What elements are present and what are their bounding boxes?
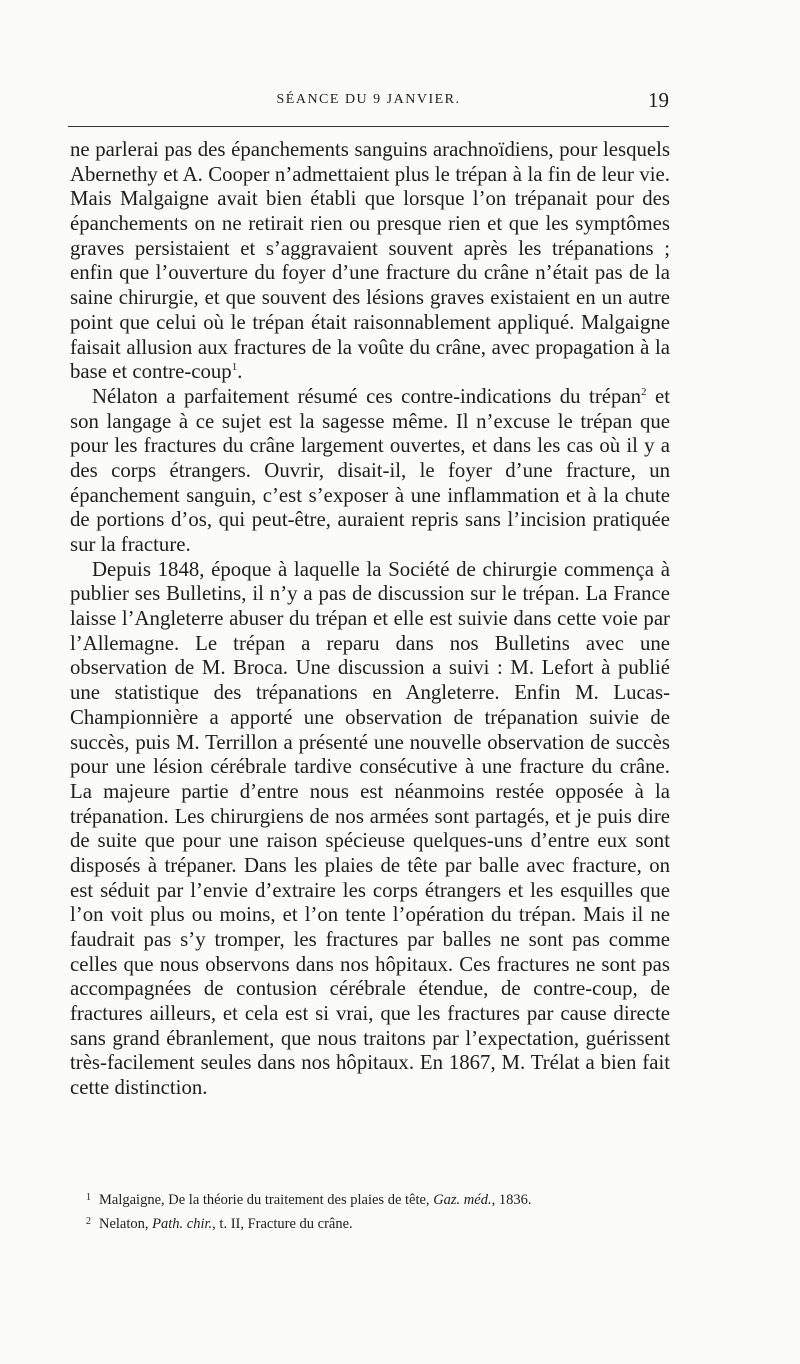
footnote-2-text-b: , t. II, Fracture du crâne. xyxy=(212,1216,353,1232)
paragraph-3 xyxy=(70,558,670,1101)
page-header xyxy=(68,88,669,118)
footnote-1-text-b: , 1836. xyxy=(491,1192,532,1208)
paragraph-1-tail: . xyxy=(237,360,243,384)
footnote-1-source: Gaz. méd. xyxy=(433,1192,492,1208)
running-title: SÉANCE DU 9 JANVIER. xyxy=(276,92,461,107)
footnote-1-text-a: Malgaigne, De la théorie du traitement des plaies de tête, xyxy=(99,1192,434,1208)
paragraph-2-text-b: et son langage à ce sujet est la sagesse même. Il n’excuse le trépan que pour les fractures du crâne largement ouvertes, et dans les cas où il y a des corps étrangers. Ouvrir, disait-il, le foyer d’une fracture, un épanchement sanguin, c’est s’exposer à une inflammation et à la chute de portions d’os, qui peut-être, auraient repris sans l’incision pratiquée sur la fracture. xyxy=(70,384,670,556)
paragraph-2-text-a: Nélaton a parfaitement résumé ces contre-indications du trépan xyxy=(92,384,641,408)
footnotes xyxy=(72,1187,672,1235)
footnote-ref-2: 2 xyxy=(641,385,647,398)
paragraph-3-text: Depuis 1848, époque à laquelle la Société de chirurgie commença à publier ses Bulletins, il n’y a pas de discussion sur le trépan. La France laisse l’Angleterre abuser du trépan et elle est suivie dans cette voie par l’Allemagne. Le trépan a reparu dans nos Bulletins avec une observation de M. Broca. Une discussion a suivi : M. Lefort à publié une statistique des trépanations en Angleterre. Enfin M. Lucas-Championnière a apporté une observation de trépanation suivie de succès, puis M. Terrillon a présenté une nouvelle observation de succès pour une lésion cérébrale tardive consécutive à une fracture du crâne. La majeure partie d’entre nous est néanmoins restée opposée à la trépanation. Les chirurgiens de nos armées sont partagés, et je puis dire de suite que pour une raison spécieuse quelques-uns d’entre eux sont disposés à trépaner. Dans les plaies de tête par balle avec fracture, on est séduit par l’envie d’extraire les corps étrangers et les esquilles que l’on voit plus ou moins, et l’on tente l’opération du trépan. Mais il ne faudrait pas s’y tromper, les fractures par balles ne sont pas comme celles que nous observons dans nos hôpitaux. Ces fractures ne sont pas accompagnées de contusion cérébrale étendue, de contre-coup, de fractures ailleurs, et cela est si vrai, que les fractures par cause directe sans grand ébranlement, que nous traitons par l’expectation, guérissent très-facilement seules dans nos hôpitaux. En 1867, M. Trélat a bien fait cette distinction. xyxy=(70,557,670,1100)
paragraph-2 xyxy=(70,385,670,558)
page-number: 19 xyxy=(648,88,669,112)
header-rule xyxy=(68,126,669,127)
footnote-ref-1: 1 xyxy=(231,361,238,374)
footnote-1-mark: 1 xyxy=(86,1192,91,1203)
footnote-2 xyxy=(72,1211,672,1235)
footnote-1 xyxy=(72,1187,672,1211)
footnote-2-source: Path. chir. xyxy=(152,1216,213,1232)
body-text xyxy=(70,138,670,1101)
paragraph-1 xyxy=(70,138,670,385)
paragraph-1-text: ne parlerai pas des épanchements sanguins arachnoïdiens, pour lesquels Abernethy et A. Cooper n’admettaient plus le trépan à la fin de leur vie. Mais Malgaigne avait bien établi que lorsque l’on trépanait pour des épanchements on ne retirait rien ou presque rien et que les symptômes graves persistaient et s’aggravaient souvent après les trépanations ; enfin que l’ouverture du foyer d’une fracture du crâne n’était pas de la saine chirurgie, et que souvent des lésions graves existaient en un autre point que celui où le trépan était raisonnablement appliqué. Malgaigne faisait allusion aux fractures de la voûte du crâne, avec propagation à la base et contre-coup xyxy=(70,138,670,384)
footnote-2-text-a: Nelaton, xyxy=(99,1216,153,1232)
footnote-2-mark: 2 xyxy=(86,1216,91,1227)
